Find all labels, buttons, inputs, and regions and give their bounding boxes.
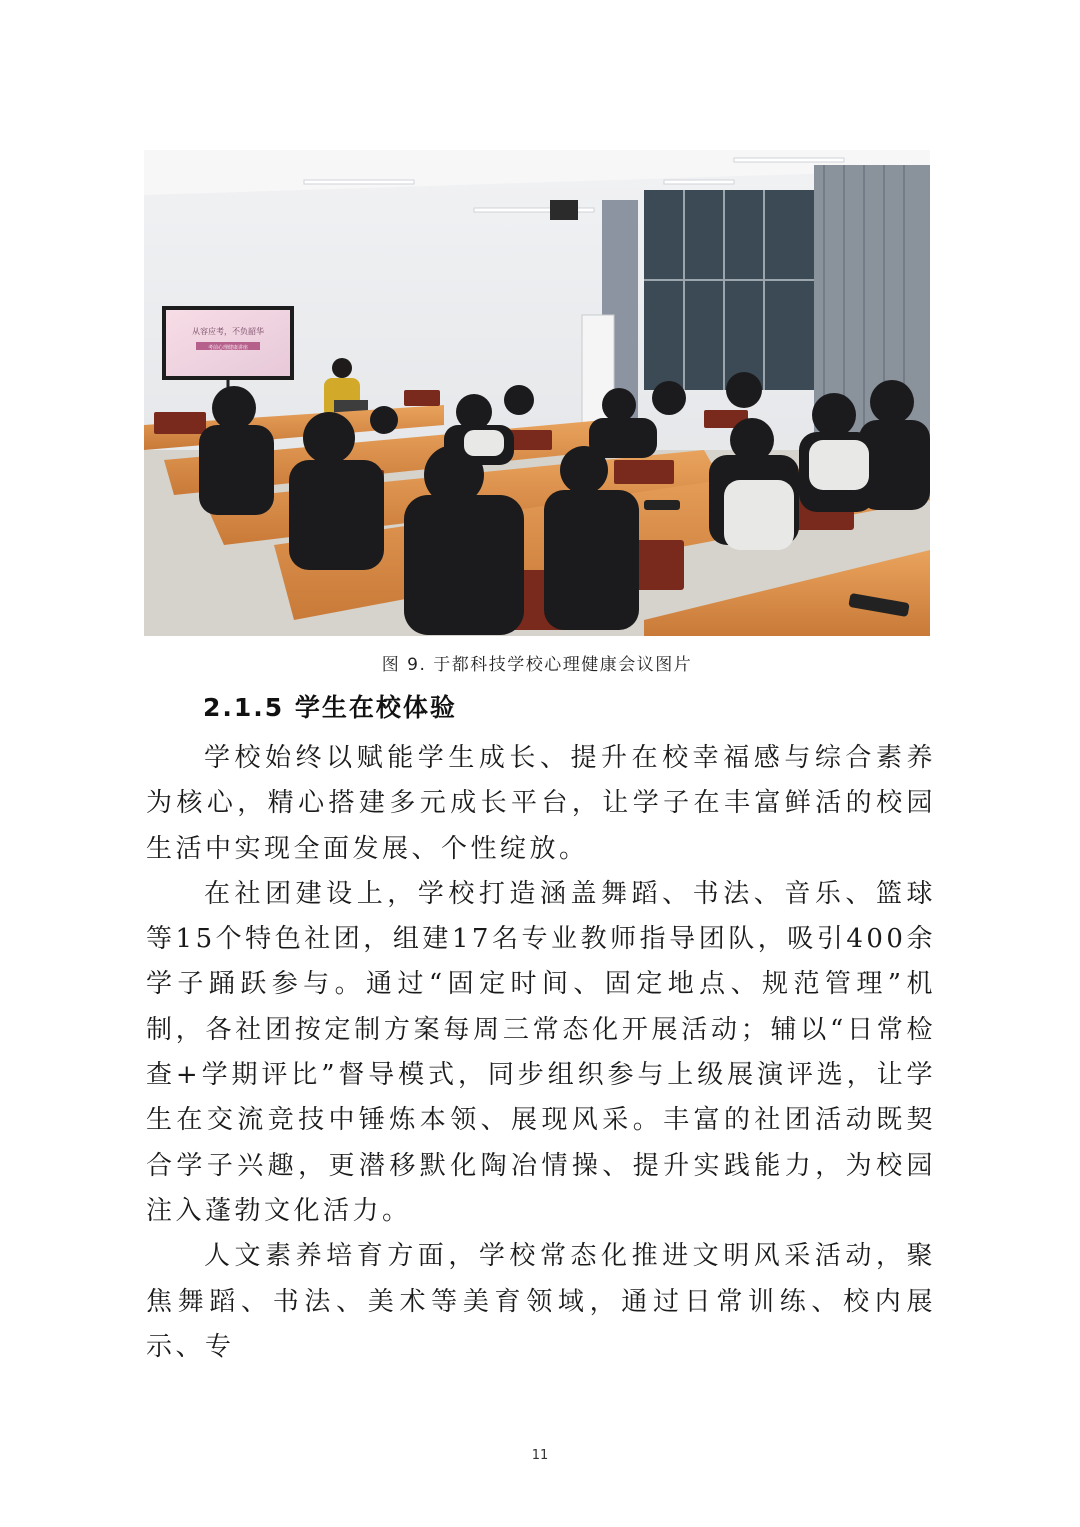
screen-subtitle-text: 考前心理健康讲座 [207, 345, 249, 351]
paragraph: 学校始终以赋能学生成长、提升在校幸福感与综合素养为核心，精心搭建多元成长平台，让学子在丰富鲜活的校园生活中实现全面发展、个性绽放。 [146, 743, 936, 864]
paragraph: 人文素养培育方面，学校常态化推进文明风采活动，聚焦舞蹈、书法、美术等美育领域，通过日常训练、校内展示、专 [146, 1241, 936, 1362]
figure-caption: 图 9. 于都科技学校心理健康会议图片 [381, 655, 693, 675]
classroom-photo [144, 150, 930, 636]
section-heading: 2.1.5 学生在校体验 [203, 693, 457, 722]
screen-title-text: 从容应考，不负韶华 [192, 327, 264, 336]
body-text [146, 736, 936, 1370]
page-number: 11 [531, 1448, 549, 1463]
paragraph: 在社团建设上，学校打造涵盖舞蹈、书法、音乐、篮球等15个特色社团，组建17名专业教师指导团队，吸引400余学子踊跃参与。通过“固定时间、固定地点、规范管理”机制，各社团按定制方案每周三常态化开展活动；辅以“日常检查+学期评比”督导模式，同步组织参与上级展演评选，让学生在交流竞技中锤炼本领、展现风采。丰富的社团活动既契合学子兴趣，更潜移默化陶冶情操、提升实践能力，为校园注入蓬勃文化活力。 [146, 878, 936, 1226]
